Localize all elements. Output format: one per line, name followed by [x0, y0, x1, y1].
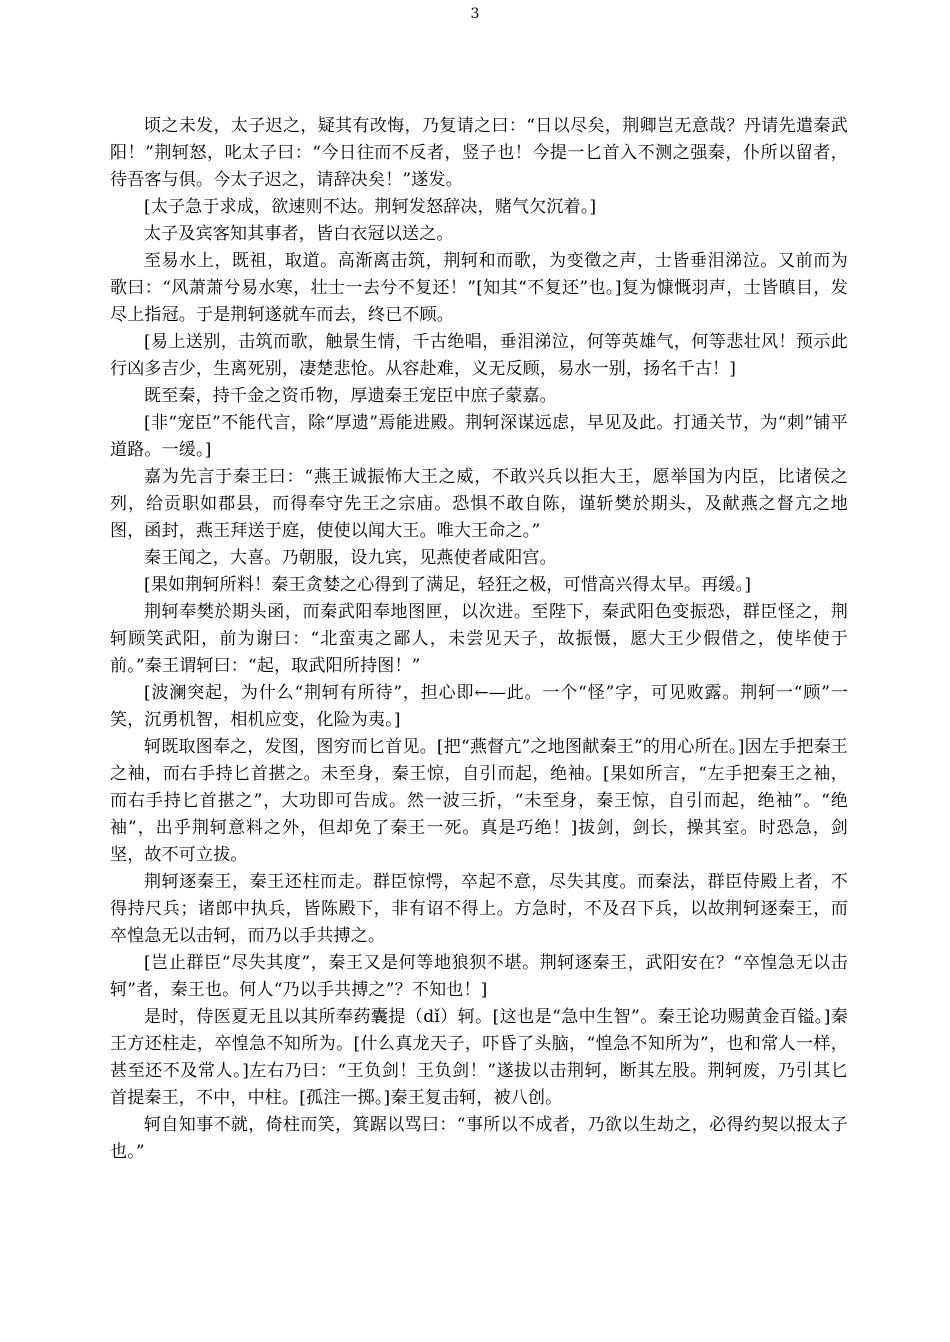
paragraph: 是时，侍医夏无且以其所奉药囊提（dǐ）轲。[这也是“急中生智”。秦王论功赐黄金百镒。]秦王方还柱走，卒惶急不知所为。[什么真龙天子，吓昏了头脑，“惶急不知所为”，也和常人一样，甚至还不及常人。]左右乃曰：“王负剑！王负剑！”遂拔以击荆轲，断其左股。荆轲废，乃引其匕首提秦王，不中，中柱。[孤注一掷。]秦王复击轲，被八创。: [110, 1007, 848, 1108]
paragraph: 荆轲奉樊於期头函，而秦武阳奉地图匣，以次进。至陛下，秦武阳色变振恐，群臣怪之，荆轲顾笑武阳，前为谢曰：“北蛮夷之鄙人，未尝见天子，故振慑，愿大王少假借之，使毕使于前。”秦王谓轲曰：“起，取武阳所持图！”: [110, 602, 848, 676]
annotation-paragraph: [太子急于求成，欲速则不达。荆轲发怒辞决，赌气欠沉着。]: [144, 197, 597, 217]
paragraph: 既至秦，持千金之资币物，厚遗秦王宠臣中庶子蒙嘉。: [144, 386, 557, 406]
annotation-paragraph: [波澜突起，为什么“荆轲有所待”，担心即←—此。一个“怪”字，可见败露。荆轲一“顾”一笑，沉勇机智，相机应变，化险为夷。]: [110, 683, 848, 730]
paragraph: 太子及宾客知其事者，皆白衣冠以送之。: [144, 224, 454, 244]
paragraph: 顷之未发，太子迟之，疑其有改悔，乃复请之曰：“日以尽矣，荆卿岂无意哉？丹请先遣秦武阳！”荆轲怒，叱太子曰：“今日往而不反者，竖子也！今提一匕首入不测之强秦，仆所以留者，待吾客与俱。今太子迟之，请辞决矣！”遂发。: [110, 116, 848, 190]
paragraph: 嘉为先言于秦王曰：“燕王诚振怖大王之威，不敢兴兵以拒大王，愿举国为内臣，比诸侯之列，给贡职如郡县，而得奉守先王之宗庙。恐惧不敢自陈，谨斩樊於期头，及献燕之督亢之地图，函封，燕王拜送于庭，使使以闻大王。唯大王命之。”: [110, 467, 848, 541]
paragraph: 轲自知事不就，倚柱而笑，箕踞以骂曰：“事所以不成者，乃欲以生劫之，必得约契以报太子也。”: [110, 1115, 848, 1162]
paragraph: 轲既取图奉之，发图，图穷而匕首见。[把“燕督亢”之地图献秦王”的用心所在。]因左手把秦王之袖，而右手持匕首揕之。未至身，秦王惊，自引而起，绝袖。[果如所言，“左手把秦王之袖，而右手持匕首揕之”，大功即可告成。然一波三折，“未至身，秦王惊，自引而起，绝袖”。“绝袖”，出乎荆轲意料之外，但却免了秦王一死。真是巧绝！]拔剑，剑长，操其室。时恐急，剑坚，故不可立拔。: [110, 737, 848, 865]
document-body: [110, 113, 848, 1166]
paragraph: 秦王闻之，大喜。乃朝服，设九宾，见燕使者咸阳宫。: [144, 548, 557, 568]
paragraph: 至易水上，既祖，取道。高渐离击筑，荆轲和而歌，为变徵之声，士皆垂泪涕泣。又前而为歌曰：“风萧萧兮易水寒，壮士一去兮不复还！”[知其“不复还”也。]复为慷慨羽声，士皆瞋目，发尽上指冠。于是荆轲遂就车而去，终已不顾。: [110, 251, 848, 325]
page-number: 3: [470, 6, 480, 22]
annotation-paragraph: [易上送别，击筑而歌，触景生情，千古绝唱，垂泪涕泣，何等英雄气，何等悲壮风！预示此行凶多吉少，生离死别，凄楚悲怆。从容赴难，义无反顾，易水一别，扬名千古！]: [110, 332, 848, 379]
annotation-paragraph: [岂止群臣“尽失其度”，秦王又是何等地狼狈不堪。荆轲逐秦王，武阳安在？“卒惶急无以击轲”者，秦王也。何人“乃以手共搏之”？不知也！]: [110, 953, 848, 1000]
paragraph: 荆轲逐秦王，秦王还柱而走。群臣惊愕，卒起不意，尽失其度。而秦法，群臣侍殿上者，不得持尺兵；诸郎中执兵，皆陈殿下，非有诏不得上。方急时，不及召下兵，以故荆轲逐秦王，而卒惶急无以击轲，而乃以手共搏之。: [110, 872, 848, 946]
annotation-paragraph: [果如荆轲所料！秦王贪婪之心得到了满足，轻狂之极，可惜高兴得太早。再缓。]: [144, 575, 752, 595]
annotation-paragraph: [非“宠臣”不能代言，除“厚遗”焉能进殿。荆轲深谋远虑，早见及此。打通关节，为“刺”铺平道路。一缓。]: [110, 413, 848, 460]
